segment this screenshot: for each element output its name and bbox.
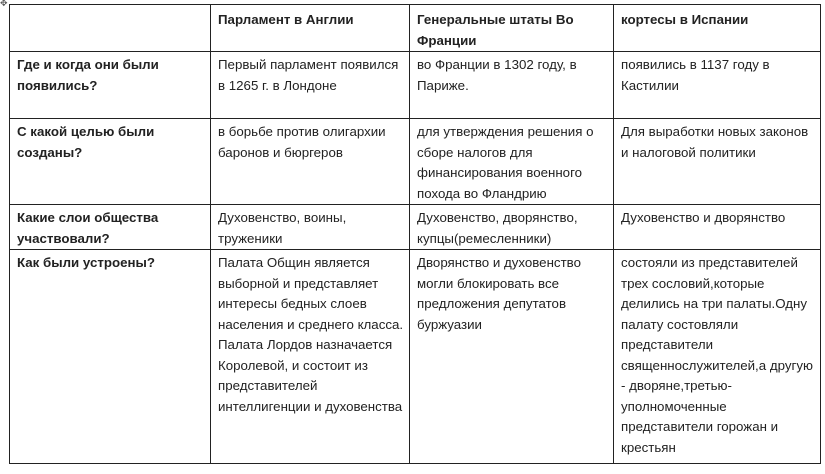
england-cell-text: Палата Общин является выборной и представляет интересы бедных слоев населения и среднего класса. Палата Лордов назначается Королевой, и состоит из представителей интеллигенции и духовенства bbox=[218, 255, 404, 414]
header-cell-spain bbox=[614, 5, 821, 52]
spain-cell-text: Для выработки новых законов и налоговой политики bbox=[621, 124, 809, 160]
france-cell-text: во Франции в 1302 году, в Париже. bbox=[417, 57, 577, 93]
spain-cell bbox=[614, 250, 821, 464]
row-question-text: С какой целью были созданы? bbox=[17, 124, 155, 160]
header-cell-england bbox=[211, 5, 410, 52]
row-question-text: Где и когда они были появились? bbox=[17, 57, 159, 93]
table-row-when-where bbox=[10, 52, 821, 119]
france-cell bbox=[410, 52, 614, 119]
row-question-cell bbox=[10, 205, 211, 250]
row-question-cell bbox=[10, 52, 211, 119]
header-spain-text: кортесы в Испании bbox=[621, 12, 749, 27]
france-cell bbox=[410, 250, 614, 464]
comparison-table bbox=[9, 4, 821, 464]
header-england-text: Парламент в Англии bbox=[218, 12, 354, 27]
row-question-text: Как были устроены? bbox=[17, 255, 156, 270]
france-cell bbox=[410, 119, 614, 205]
france-cell-text: Дворянство и духовенство могли блокировать все предложения депутатов буржуазии bbox=[417, 255, 581, 332]
spain-cell-text: состояли из представителей трех сословий,которые делились на три палаты.Одну палату состовляли представители священнослужителей,а другую - дворяне,третью-уполномоченные представители горожан и крестьян bbox=[621, 255, 813, 455]
row-question-cell bbox=[10, 119, 211, 205]
table-header-row bbox=[10, 5, 821, 52]
spain-cell-text: появились в 1137 году в Кастилии bbox=[621, 57, 770, 93]
england-cell bbox=[211, 250, 410, 464]
table-move-handle-icon[interactable]: ✥ bbox=[0, 0, 8, 9]
table-row-structure bbox=[10, 250, 821, 464]
row-question-text: Какие слои общества участвовали? bbox=[17, 210, 159, 246]
france-cell-text: Духовенство, дворянство, купцы(ремесленники) bbox=[417, 210, 578, 246]
england-cell bbox=[211, 52, 410, 119]
header-france-text: Генеральные штаты Во Франции bbox=[417, 12, 574, 48]
spain-cell-text: Духовенство и дворянство bbox=[621, 210, 786, 225]
table-row-participants bbox=[10, 205, 821, 250]
table-row-purpose bbox=[10, 119, 821, 205]
england-cell-text: Первый парламент появился в 1265 г. в Лондоне bbox=[218, 57, 399, 93]
england-cell-text: Духовенство, воины, труженики bbox=[218, 210, 347, 246]
england-cell bbox=[211, 205, 410, 250]
row-question-cell bbox=[10, 250, 211, 464]
header-cell-france bbox=[410, 5, 614, 52]
spain-cell bbox=[614, 52, 821, 119]
france-cell-text: для утверждения решения о сборе налогов для финансирования военного похода во Фландрию bbox=[417, 124, 594, 201]
england-cell bbox=[211, 119, 410, 205]
spain-cell bbox=[614, 119, 821, 205]
france-cell bbox=[410, 205, 614, 250]
england-cell-text: в борьбе против олигархии баронов и бюргеров bbox=[218, 124, 386, 160]
header-cell-blank bbox=[10, 5, 211, 52]
spain-cell bbox=[614, 205, 821, 250]
